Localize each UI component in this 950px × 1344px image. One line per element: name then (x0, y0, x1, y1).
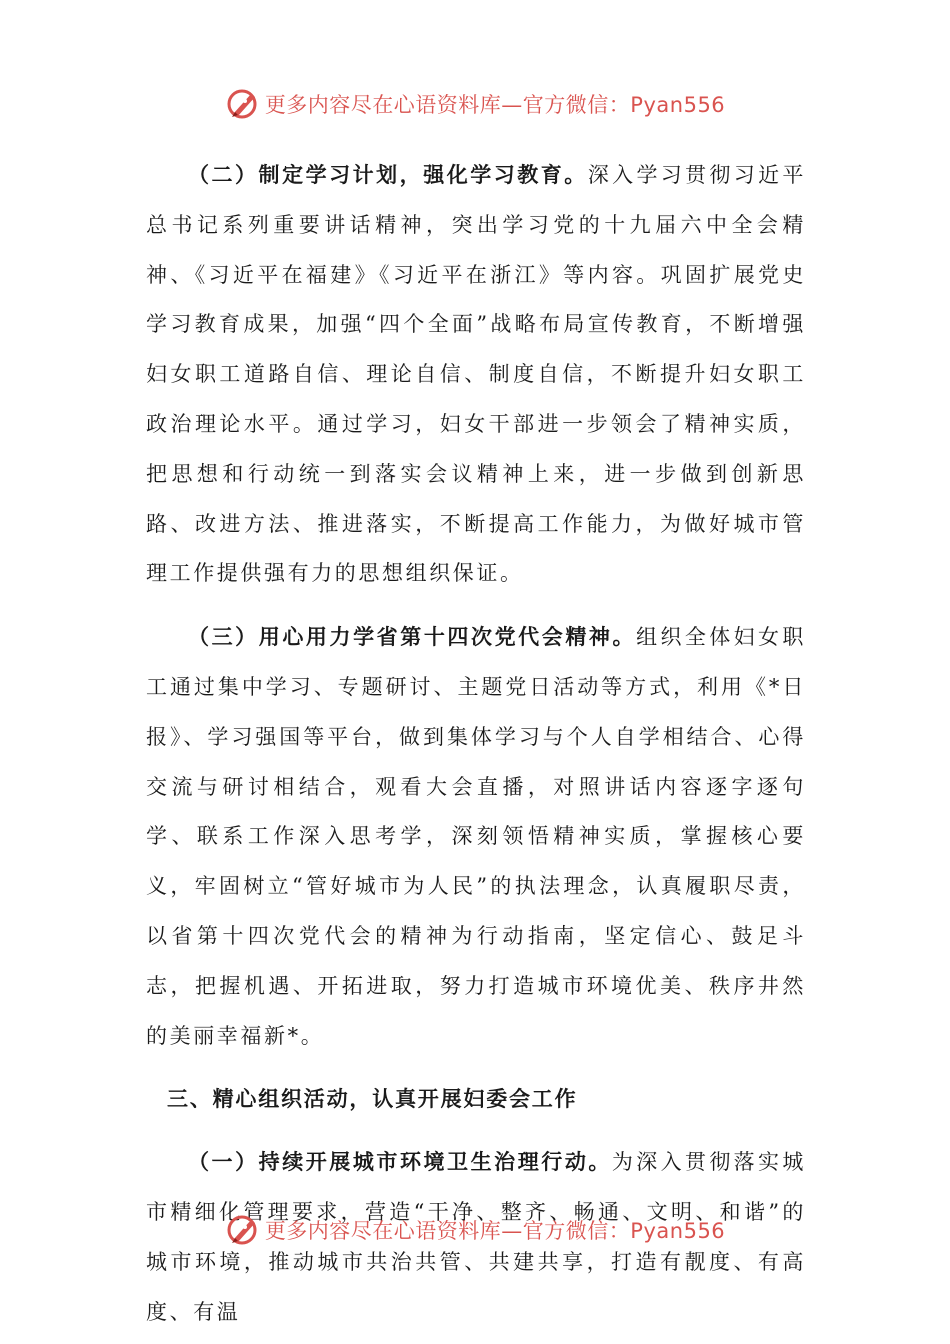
pen-seal-icon (225, 86, 261, 122)
pen-seal-icon (225, 1212, 261, 1248)
watermark-text: 更多内容尽在心语资料库—官方微信：Pyan556 (264, 1219, 726, 1243)
paragraph-congress-spirit (146, 612, 806, 1061)
document-body (146, 150, 806, 1337)
paragraph-lead: （二）制定学习计划，强化学习教育。 (188, 162, 588, 187)
paragraph-text: 为深入贯彻落实城市精细化管理要求，营造“干净、整齐、畅通、文明、和谐”的城市环境，推动城市共治共管、共建共享，打造有靓度、有高度、有温 (146, 1150, 806, 1324)
paragraph-study-plan (146, 150, 806, 599)
paragraph-text: 组织全体妇女职工通过集中学习、专题研讨、主题党日活动等方式，利用《*日报》、学习强国等平台，做到集体学习与个人自学相结合、心得交流与研讨相结合，观看大会直播，对照讲话内容逐字逐句学、联系工作深入思考学，深刻领悟精神实质，掌握核心要义，牢固树立“管好城市为人民”的执法理念，认真履职尽责，以省第十四次党代会的精神为行动指南，坚定信心、鼓足斗志，把握机遇、开拓进取，努力打造城市环境优美、秩序井然的美丽幸福新*。 (146, 625, 806, 1048)
watermark-header (0, 84, 950, 124)
paragraph-lead: （三）用心用力学省第十四次党代会精神。 (188, 624, 637, 650)
section-heading: 三、精心组织活动，认真开展妇委会工作 (167, 1086, 578, 1112)
watermark-footer (0, 1210, 950, 1250)
paragraph-lead: （一）持续开展城市环境卫生治理行动。 (188, 1149, 612, 1175)
watermark-text: 更多内容尽在心语资料库—官方微信：Pyan556 (264, 93, 726, 117)
paragraph-text: 深入学习贯彻习近平总书记系列重要讲话精神，突出学习党的十九届六中全会精神、《习近平在福建》《习近平在浙江》等内容。巩固扩展党史学习教育成果，加强“四个全面”战略布局宣传教育，不断增强妇女职工道路自信、理论自信、制度自信，不断提升妇女职工政治理论水平。通过学习，妇女干部进一步领会了精神实质，把思想和行动统一到落实会议精神上来，进一步做到创新思路、改进方法、推进落实，不断提高工作能力，为做好城市管理工作提供强有力的思想组织保证。 (146, 163, 806, 586)
